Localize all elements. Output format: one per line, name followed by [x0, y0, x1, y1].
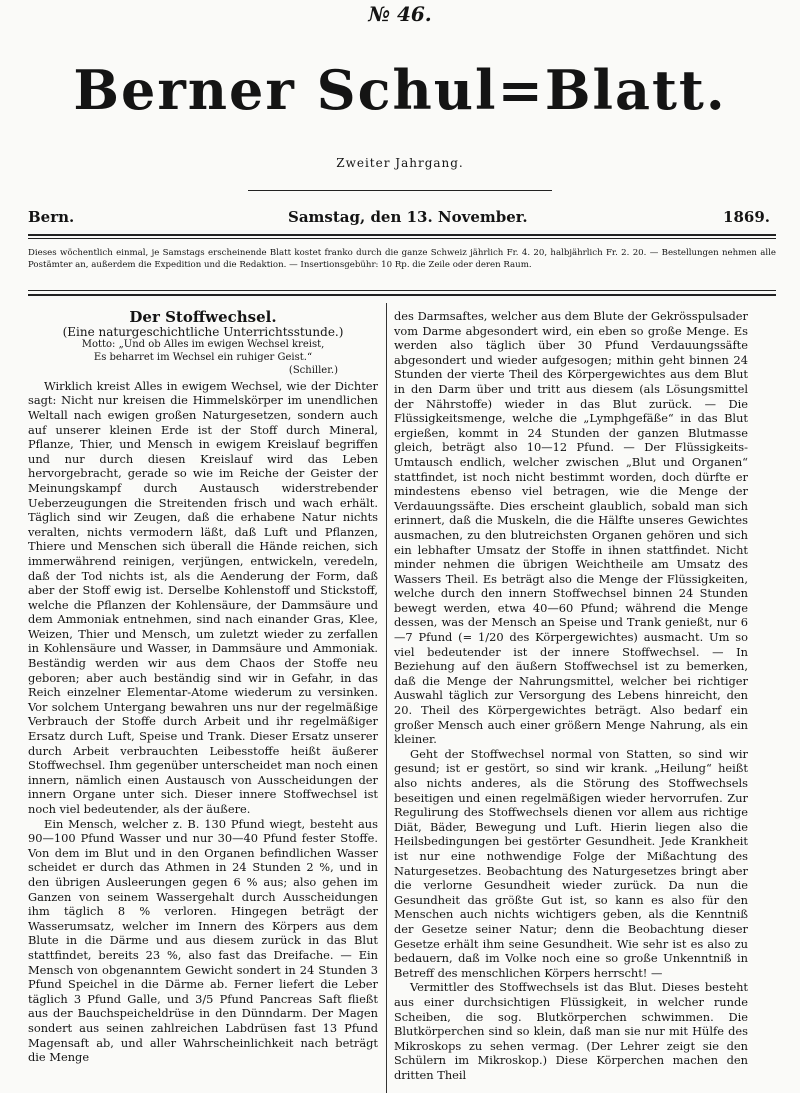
- issue-number: № 46.: [368, 2, 432, 26]
- subscription-notice: Dieses wöchentlich einmal, je Samstags erscheinende Blatt kostet franko durch die ganze Schweiz jährlich Fr. 4. 20, halbjährlich Fr. 2. 20. — Bestellungen nehmen alle Postämter an, außerdem die Expedition und die Redaktion. — Insertionsgebühr: 10 Rp. die Zeile oder deren Raum.: [28, 248, 776, 270]
- dateline-year: 1869.: [723, 208, 770, 226]
- paragraph: Ein Mensch, welcher z. B. 130 Pfund wiegt, besteht aus 90—100 Pfund Wasser und nur 30—40 Pfund fester Stoffe. Von dem im Blut und in den Organen befindlichen Wasser scheidet er durch das Athmen in 24 Stunden 2 %, und in den übrigen Ausleerungen gegen 6 % aus; also gehen im Ganzen von seinem Wassergehalt durch Ausscheidungen ihm täglich 8 % verloren. Hingegen beträgt der Wasserumsatz, welcher im Innern des Körpers aus dem Blute in die Därme und aus diesem zurück in das Blut stattfindet, bereits 23 %, also fast das Dreifache. — Ein Mensch von obgenanntem Gewicht sondert in 24 Stunden 3 Pfund Speichel in die Därme ab. Ferner liefert die Leber täglich 3 Pfund Galle, und 3/5 Pfund Pancreas Saft fließt aus der Bauchspeicheldrüse in den Dünndarm. Der Magen sondert aus seinen zahlreichen Labdrüsen fast 13 Pfund Magensaft ab, und aller Wahrscheinlichkeit nach beträgt die Menge: [28, 816, 378, 1065]
- motto-author: (Schiller.): [288, 365, 338, 377]
- notice-rule-thick: [28, 294, 776, 296]
- notice-rule: [28, 290, 776, 291]
- dateline-place: Bern.: [28, 208, 75, 226]
- dateline-rule: [28, 234, 776, 236]
- paragraph: Vermittler des Stoffwechsels ist das Blut. Dieses besteht aus einer durchsichtigen Flüssigkeit, in welcher runde Scheiben, die sog. Blutkörperchen schwimmen. Die Blutkörperchen sind so klein, daß man sie nur mit Hülfe des Mikroskops zu sehen vermag. (Der Lehrer zeigt sie den Schülern im Mikroskop.) Diese Körperchen machen den dritten Theil: [394, 980, 748, 1082]
- right-column: [394, 309, 748, 1082]
- paragraph: des Darmsaftes, welcher aus dem Blute der Gekrösspulsader vom Darme abgesondert wird, ein eben so große Menge. Es werden also täglich über 30 Pfund Verdauungssäfte abgesondert und wieder aufgesogen; mithin geht binnen 24 Stunden der vierte Theil des Körpergewichtes aus dem Blut in den Darm über und tritt aus diesem (als Lösungsmittel der Nährstoffe) wieder in das Blut zurück. — Die Flüssigkeitsmenge, welche die „Lymphgefäße“ in das Blut ergießen, kommt in 24 Stunden der ganzen Blutmasse gleich, beträgt also 10—12 Pfund. — Der Flüssigkeits-Umtausch endlich, welcher zwischen „Blut und Organen“ stattfindet, ist noch nicht bestimmt worden, doch dürfte er mindestens ebenso viel betragen, wie die Menge der Verdauungssäfte. Dies erscheint glaublich, sobald man sich erinnert, daß die Muskeln, die die Hälfte unseres Gewichtes ausmachen, zu den blutreichsten Organen gehören und sich ein lebhafter Umsatz der Stoffe in ihnen stattfindet. Nicht minder nehmen die übrigen Weichtheile am Umsatz des Wassers Theil. Es beträgt also die Menge der Flüssigkeiten, welche durch den innern Stoffwechsel binnen 24 Stunden bewegt werden, etwa 40—60 Pfund; während die Menge dessen, was der Mensch an Speise und Trank genießt, nur 6—7 Pfund (= 1/20 des Körpergewichtes) ausmacht. Um so viel bedeutender ist der innere Stoffwechsel. — In Beziehung auf den äußern Stoffwechsel ist zu bemerken, daß die Menge der Nahrungsmittel, welcher bei richtiger Auswahl täglich zur Versorgung des Lebens hinreicht, den 20. Theil des Körpergewichtes beträgt. Also bedarf ein großer Mensch auch einer größern Menge Nahrung, als ein kleiner.: [394, 309, 748, 747]
- masthead-title: Berner Schul=Blatt.: [73, 58, 727, 122]
- motto-line-2: Es beharret im Wechsel ein ruhiger Geist.“: [93, 351, 313, 363]
- dateline-rule-thin: [28, 238, 776, 239]
- column-divider: [386, 303, 387, 1093]
- article-title: Der Stoffwechsel.: [129, 308, 277, 326]
- paragraph: Geht der Stoffwechsel normal von Statten, so sind wir gesund; ist er gestört, so sind wir krank. „Heilung“ heißt also nichts anderes, als die Störung des Stoffwechsels beseitigen und einen regelmäßigen wieder hervorrufen. Zur Regulirung des Stoffwechsels dienen vor allem aus richtige Diät, Bäder, Bewegung und Luft. Hierin liegen also die Heilsbedingungen bei gestörter Gesundheit. Jede Krankheit ist nur eine nothwendige Folge der Mißachtung des Naturgesetzes. Beobachtung des Naturgesetzes bringt aber die verlorne Gesundheit wieder zurück. Da nun die Gesundheit das größte Gut ist, so kann es also für den Menschen auch nichts wichtigers geben, als die Kenntniß der Gesetze seiner Natur; denn die Beobachtung dieser Gesetze erhält ihm seine Gesundheit. Wie sehr ist es also zu bedauern, daß im Volke noch eine so große Unkenntniß in Betreff des menschlichen Körpers herrscht! —: [394, 746, 748, 980]
- dateline-date: Samstag, den 13. November.: [288, 208, 528, 226]
- paragraph: Wirklich kreist Alles in ewigem Wechsel, wie der Dichter sagt: Nicht nur kreisen die Himmelskörper im unendlichen Weltall nach ewigen großen Naturgesetzen, sondern auch auf unserer kleinen Erde ist der Stoff durch Mineral, Pflanze, Thier, und Mensch in ewigem Kreislauf begriffen und nur durch diesen Kreislauf wird das Leben hervorgebracht, gerade so wie im Reiche der Geister der Meinungskampf durch Austausch widerstrebender Ueberzeugungen die Streitenden frisch und wach erhält. Täglich sind wir Zeugen, daß die erhabene Natur nichts veralten, nichts vermodern läßt, daß Luft und Pflanzen, Thiere und Menschen sich überall die Hände reichen, sich immerwährend reinigen, verjüngen, entwickeln, veredeln, daß der Tod nichts ist, als die Aenderung der Form, daß aber der Stoff ewig ist. Derselbe Kohlenstoff und Stickstoff, welche die Pflanzen der Kohlensäure, der Dammsäure und dem Ammoniak entnehmen, sind nach einander Gras, Klee, Weizen, Thier und Mensch, um zuletzt wieder zu zerfallen in Kohlensäure und Wasser, in Dammsäure und Ammoniak. Beständig werden wir aus dem Chaos der Stoffe neu geboren; aber auch beständig sind wir in Gefahr, in das Reich einzelner Elementar-Atome wiederum zu versinken. Vor solchem Untergang bewahren uns nur der regelmäßige Verbrauch der Stoffe durch Arbeit und ihr regelmäßiger Ersatz durch Luft, Speise und Trank. Dieser Ersatz unserer durch Arbeit verbrauchten Leibesstoffe heißt äußerer Stoffwechsel. Ihm gegenüber unterscheidet man noch einen innern, nämlich einen Austausch von Ausscheidungen der innern Organe unter sich. Dieser innere Stoffwechsel ist noch viel bedeutender, als der äußere.: [28, 378, 378, 816]
- volume-subtitle: Zweiter Jahrgang.: [336, 156, 464, 170]
- motto-line-1: Motto: „Und ob Alles im ewigen Wechsel kreist,: [81, 339, 325, 351]
- header-rule: [248, 190, 552, 191]
- left-column: [28, 306, 378, 1065]
- article-subtitle: (Eine naturgeschichtliche Unterrichtsstunde.): [62, 324, 344, 339]
